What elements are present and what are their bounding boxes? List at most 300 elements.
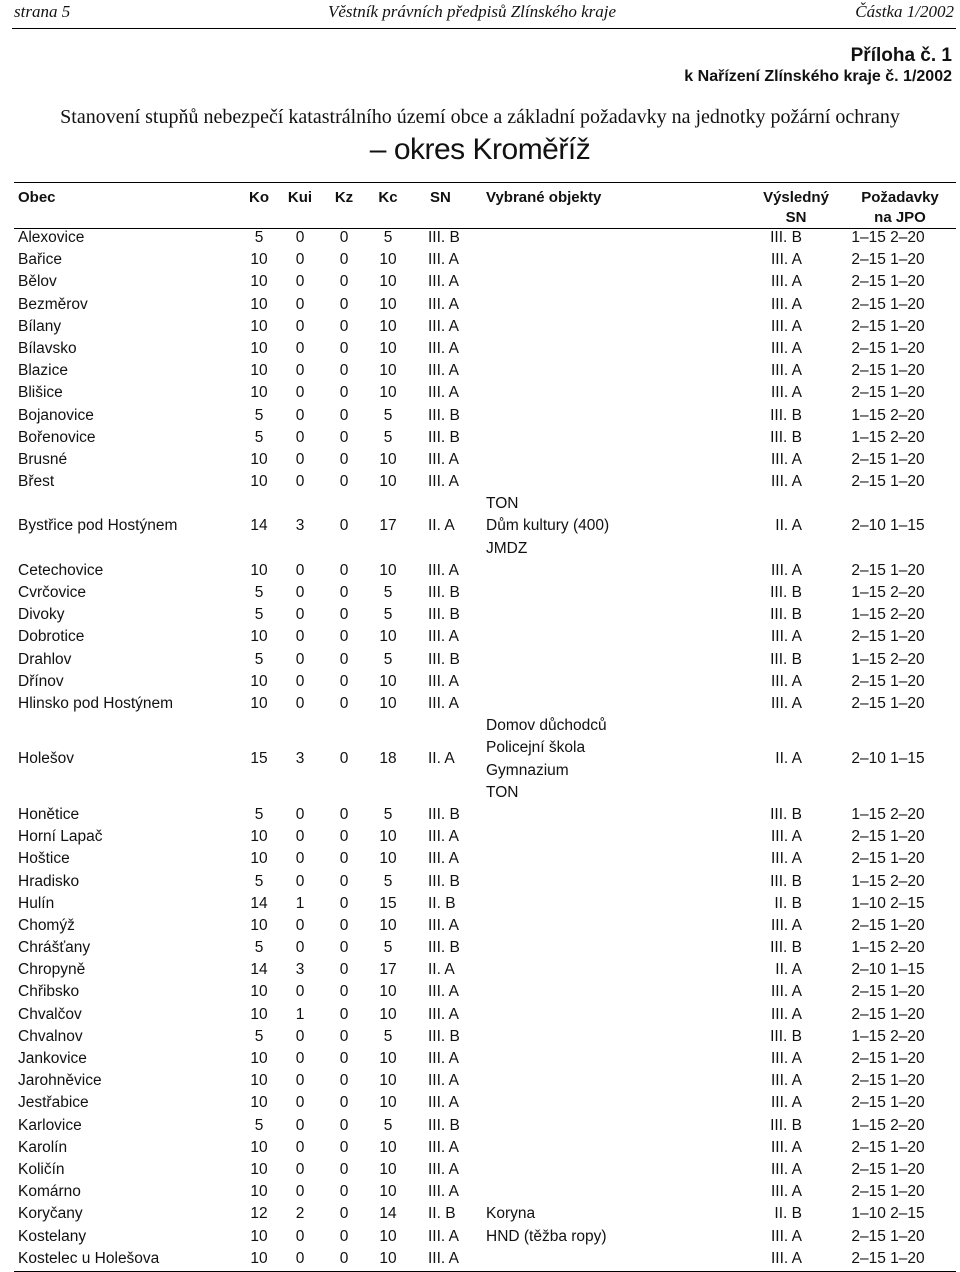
cell-kui: 0 (295, 450, 305, 468)
cell-vysledny-sn: III. A (770, 828, 802, 846)
cell-pozadavky: 2–15 1–20 (851, 339, 925, 357)
annex-number: Příloha č. 1 (850, 45, 952, 66)
cell-kui: 0 (295, 805, 305, 823)
cell-obec: Kostelec u Holešova (18, 1249, 160, 1267)
cell-sn: III. A (428, 983, 460, 1001)
col-header-pozadavky-line2: na JPO (874, 209, 926, 226)
cell-obec: Holešov (18, 750, 74, 768)
cell-vysledny-sn: III. B (770, 872, 802, 890)
cell-kz: 0 (339, 650, 349, 668)
cell-vysledny-sn: III. A (770, 1183, 802, 1201)
col-header-vysledny-line1: Výsledný (763, 189, 829, 206)
table-row (0, 1226, 960, 1248)
cell-vysledny-sn: III. A (770, 1050, 802, 1068)
cell-ko: 15 (250, 750, 268, 768)
table-row (0, 294, 960, 316)
cell-vysledny-sn: III. B (770, 406, 802, 424)
journal-title: Věstník právních předpisů Zlínského kraje (328, 2, 617, 21)
cell-obec: Hradisko (18, 872, 80, 890)
cell-kui: 0 (295, 828, 305, 846)
cell-obec: Jestřabice (18, 1094, 89, 1112)
cell-kui: 0 (295, 406, 305, 424)
cell-obec: Horní Lapač (18, 828, 103, 846)
cell-sn: II. A (428, 517, 455, 535)
cell-obec: Chvalčov (18, 1005, 82, 1023)
cell-sn: III. A (428, 450, 460, 468)
page-number: strana 5 (14, 2, 71, 21)
cell-kc: 5 (383, 584, 393, 602)
cell-kz: 0 (339, 850, 349, 868)
cell-obec: Bojanovice (18, 406, 94, 424)
cell-ko: 10 (250, 317, 268, 335)
cell-kc: 10 (379, 317, 397, 335)
cell-ko: 5 (254, 939, 264, 957)
table-row (0, 1070, 960, 1092)
cell-kui: 0 (295, 1249, 305, 1267)
cell-kz: 0 (339, 1205, 349, 1223)
table-row (0, 604, 960, 626)
cell-ko: 10 (250, 672, 268, 690)
cell-pozadavky: 2–15 1–20 (851, 362, 925, 380)
cell-sn: III. A (428, 1249, 460, 1267)
cell-kz: 0 (339, 473, 349, 491)
table-row (0, 271, 960, 293)
col-header-pozadavky-line1: Požadavky (861, 189, 939, 206)
cell-ko: 10 (250, 362, 268, 380)
header-rule (12, 28, 956, 29)
cell-obec: Drahlov (18, 650, 72, 668)
cell-kui: 0 (295, 584, 305, 602)
col-header-ko: Ko (249, 189, 269, 206)
cell-pozadavky: 1–15 2–20 (851, 650, 925, 668)
issue-number: Částka 1/2002 (855, 2, 954, 21)
cell-ko: 10 (250, 983, 268, 1001)
cell-kc: 10 (379, 362, 397, 380)
cell-vybrane-objekty (486, 1226, 607, 1248)
cell-kc: 17 (379, 517, 397, 535)
cell-obec: Hoštice (18, 850, 70, 868)
cell-vysledny-sn: III. B (770, 428, 802, 446)
cell-kui: 0 (295, 694, 305, 712)
cell-kui: 0 (295, 295, 305, 313)
cell-sn: III. A (428, 628, 460, 646)
cell-kc: 10 (379, 561, 397, 579)
cell-pozadavky: 2–15 1–20 (851, 473, 925, 491)
cell-kui: 0 (295, 1050, 305, 1068)
cell-pozadavky: 1–15 2–20 (851, 939, 925, 957)
cell-obec: Kostelany (18, 1227, 87, 1245)
cell-vysledny-sn: II. B (774, 894, 802, 912)
cell-kc: 10 (379, 1183, 397, 1201)
cell-obec: Chropyně (18, 961, 86, 979)
cell-sn: III. A (428, 1183, 460, 1201)
cell-kz: 0 (339, 1227, 349, 1245)
cell-ko: 12 (250, 1205, 268, 1223)
table-row (0, 360, 960, 382)
cell-vysledny-sn: III. B (770, 650, 802, 668)
col-header-vybrane-objekty: Vybrané objekty (486, 189, 602, 206)
cell-obec: Dobrotice (18, 628, 85, 646)
cell-kz: 0 (339, 872, 349, 890)
cell-kui: 0 (295, 872, 305, 890)
cell-pozadavky: 2–15 1–20 (851, 1227, 925, 1245)
cell-kc: 10 (379, 1227, 397, 1245)
cell-vysledny-sn: III. A (770, 850, 802, 868)
cell-sn: III. B (428, 650, 460, 668)
cell-sn: III. A (428, 362, 460, 380)
cell-sn: III. B (428, 229, 460, 246)
cell-kz: 0 (339, 1072, 349, 1090)
vybrany-objekt: Domov důchodců (486, 717, 607, 735)
cell-obec: Komárno (18, 1183, 81, 1201)
col-header-obec: Obec (18, 189, 56, 206)
cell-vysledny-sn: III. B (770, 584, 802, 602)
cell-kc: 10 (379, 1249, 397, 1267)
cell-vysledny-sn: III. A (770, 1094, 802, 1112)
cell-kz: 0 (339, 805, 349, 823)
cell-sn: III. A (428, 694, 460, 712)
cell-kz: 0 (339, 517, 349, 535)
cell-sn: III. A (428, 473, 460, 491)
cell-pozadavky: 1–15 2–20 (851, 805, 925, 823)
cell-sn: III. A (428, 1160, 460, 1178)
cell-kc: 5 (383, 1027, 393, 1045)
cell-ko: 10 (250, 1183, 268, 1201)
cell-kz: 0 (339, 561, 349, 579)
cell-ko: 5 (254, 805, 264, 823)
cell-kui: 0 (295, 317, 305, 335)
cell-kui: 0 (295, 473, 305, 491)
cell-kc: 10 (379, 450, 397, 468)
cell-kc: 5 (383, 1116, 393, 1134)
table-row (0, 693, 960, 715)
cell-kz: 0 (339, 251, 349, 269)
cell-pozadavky: 1–15 2–20 (851, 872, 925, 890)
cell-kc: 10 (379, 384, 397, 402)
document-title: Stanovení stupňů nebezpečí katastrálního území obce a základní požadavky na jednotky požární ochrany (60, 106, 900, 128)
cell-vysledny-sn: III. A (770, 473, 802, 491)
cell-ko: 10 (250, 1227, 268, 1245)
cell-sn: III. A (428, 561, 460, 579)
table-row (0, 382, 960, 404)
cell-kz: 0 (339, 362, 349, 380)
cell-sn: III. A (428, 1050, 460, 1068)
cell-pozadavky: 1–10 2–15 (851, 1205, 925, 1223)
cell-kui: 0 (295, 939, 305, 957)
cell-kui: 0 (295, 384, 305, 402)
cell-vysledny-sn: III. A (770, 384, 802, 402)
cell-obec: Bílavsko (18, 339, 77, 357)
table-row (0, 1248, 960, 1270)
cell-kui: 0 (295, 561, 305, 579)
cell-obec: Chomýž (18, 916, 75, 934)
cell-obec: Chřibsko (18, 983, 80, 1001)
cell-kz: 0 (339, 428, 349, 446)
cell-kui: 0 (295, 1116, 305, 1134)
cell-obec: Dřínov (18, 672, 64, 690)
cell-ko: 10 (250, 850, 268, 868)
cell-kz: 0 (339, 273, 349, 291)
cell-vysledny-sn: III. A (770, 1138, 802, 1156)
cell-ko: 14 (250, 894, 268, 912)
cell-kz: 0 (339, 894, 349, 912)
cell-sn: III. A (428, 384, 460, 402)
col-header-sn: SN (430, 189, 451, 206)
table-body (0, 227, 960, 1270)
cell-kui: 0 (295, 428, 305, 446)
table-row (0, 1092, 960, 1114)
cell-vysledny-sn: III. B (770, 805, 802, 823)
cell-sn: II. B (428, 1205, 456, 1223)
cell-obec: Bystřice pod Hostýnem (18, 517, 178, 535)
cell-ko: 10 (250, 339, 268, 357)
cell-ko: 10 (250, 916, 268, 934)
cell-ko: 10 (250, 450, 268, 468)
cell-kui: 0 (295, 251, 305, 269)
cell-ko: 10 (250, 694, 268, 712)
table-row (0, 915, 960, 937)
cell-sn: III. A (428, 672, 460, 690)
cell-ko: 10 (250, 384, 268, 402)
cell-kz: 0 (339, 295, 349, 313)
cell-pozadavky: 1–15 2–20 (851, 1027, 925, 1045)
cell-kc: 15 (379, 894, 397, 912)
table-row (0, 405, 960, 427)
cell-obec: Honětice (18, 805, 80, 823)
cell-kz: 0 (339, 961, 349, 979)
table-row (0, 671, 960, 693)
cell-pozadavky: 2–15 1–20 (851, 295, 925, 313)
cell-kz: 0 (339, 939, 349, 957)
cell-obec: Bořenovice (18, 428, 96, 446)
running-header (0, 2, 960, 26)
cell-ko: 10 (250, 628, 268, 646)
table-row (0, 471, 960, 493)
cell-kui: 0 (295, 273, 305, 291)
cell-sn: III. B (428, 872, 460, 890)
cell-kz: 0 (339, 229, 349, 246)
cell-vysledny-sn: III. A (770, 273, 802, 291)
cell-sn: III. B (428, 584, 460, 602)
cell-vysledny-sn: III. A (770, 916, 802, 934)
cell-ko: 10 (250, 295, 268, 313)
cell-obec: Jankovice (18, 1050, 87, 1068)
cell-vysledny-sn: II. B (774, 1205, 802, 1223)
cell-ko: 10 (250, 1160, 268, 1178)
cell-kc: 5 (383, 805, 393, 823)
cell-vysledny-sn: III. B (770, 939, 802, 957)
cell-vysledny-sn: III. A (770, 339, 802, 357)
cell-sn: III. B (428, 606, 460, 624)
cell-kz: 0 (339, 828, 349, 846)
cell-kz: 0 (339, 694, 349, 712)
cell-sn: III. A (428, 317, 460, 335)
cell-kz: 0 (339, 1027, 349, 1045)
cell-vybrane-objekty (486, 715, 607, 804)
cell-kz: 0 (339, 1160, 349, 1178)
cell-obec: Jarohněvice (18, 1072, 102, 1090)
table-row (0, 249, 960, 271)
cell-ko: 10 (250, 1050, 268, 1068)
cell-ko: 5 (254, 428, 264, 446)
cell-kui: 2 (295, 1205, 305, 1223)
cell-kc: 10 (379, 672, 397, 690)
cell-ko: 5 (254, 872, 264, 890)
cell-pozadavky: 2–15 1–20 (851, 672, 925, 690)
cell-obec: Chvalnov (18, 1027, 83, 1045)
cell-obec: Alexovice (18, 229, 85, 246)
cell-kui: 0 (295, 850, 305, 868)
cell-kc: 10 (379, 251, 397, 269)
table-row (0, 1026, 960, 1048)
table-row (0, 1203, 960, 1225)
cell-vysledny-sn: III. A (770, 1072, 802, 1090)
cell-obec: Karolín (18, 1138, 68, 1156)
cell-kc: 18 (379, 750, 397, 768)
cell-ko: 5 (254, 606, 264, 624)
cell-vysledny-sn: II. A (775, 961, 802, 979)
cell-kui: 1 (295, 894, 305, 912)
cell-obec: Brusné (18, 450, 68, 468)
cell-kui: 0 (295, 339, 305, 357)
cell-kz: 0 (339, 584, 349, 602)
cell-kz: 0 (339, 1116, 349, 1134)
table-row (0, 804, 960, 826)
table-row (0, 582, 960, 604)
annex-label (684, 44, 952, 87)
cell-kui: 0 (295, 1094, 305, 1112)
table-row (0, 1159, 960, 1181)
cell-kz: 0 (339, 1050, 349, 1068)
cell-kui: 0 (295, 606, 305, 624)
cell-kui: 0 (295, 628, 305, 646)
cell-kui: 0 (295, 1160, 305, 1178)
vybrany-objekt: Dům kultury (400) (486, 517, 610, 535)
cell-kui: 0 (295, 229, 305, 246)
cell-kc: 14 (379, 1205, 397, 1223)
cell-kc: 10 (379, 1050, 397, 1068)
table-row (0, 1004, 960, 1026)
cell-obec: Blišice (18, 384, 63, 402)
cell-vybrane-objekty (486, 1203, 535, 1225)
cell-sn: II. A (428, 750, 455, 768)
cell-obec: Bezměrov (18, 295, 88, 313)
cell-pozadavky: 1–10 2–15 (851, 894, 925, 912)
cell-kc: 5 (383, 872, 393, 890)
cell-kz: 0 (339, 672, 349, 690)
col-header-kc: Kc (378, 189, 398, 206)
cell-kc: 10 (379, 339, 397, 357)
cell-vysledny-sn: III. A (770, 317, 802, 335)
cell-kui: 0 (295, 1227, 305, 1245)
cell-kui: 0 (295, 1183, 305, 1201)
cell-ko: 5 (254, 584, 264, 602)
cell-obec: Chrášťany (18, 939, 91, 957)
cell-kz: 0 (339, 1094, 349, 1112)
cell-sn: III. A (428, 339, 460, 357)
cell-sn: III. A (428, 1138, 460, 1156)
cell-ko: 10 (250, 473, 268, 491)
cell-kc: 10 (379, 694, 397, 712)
cell-obec: Količín (18, 1160, 65, 1178)
cell-kui: 1 (295, 1005, 305, 1023)
col-header-vysledny-line2: SN (785, 209, 807, 226)
cell-sn: III. B (428, 406, 460, 424)
cell-pozadavky: 2–15 1–20 (851, 561, 925, 579)
cell-obec: Hlinsko pod Hostýnem (18, 694, 174, 712)
cell-vysledny-sn: III. A (770, 1249, 802, 1267)
cell-pozadavky: 2–15 1–20 (851, 850, 925, 868)
cell-kz: 0 (339, 450, 349, 468)
cell-ko: 10 (250, 251, 268, 269)
cell-sn: III. B (428, 805, 460, 823)
cell-obec: Cetechovice (18, 561, 104, 579)
cell-pozadavky: 2–15 1–20 (851, 273, 925, 291)
cell-kui: 0 (295, 672, 305, 690)
table-row (0, 1137, 960, 1159)
cell-vysledny-sn: III. A (770, 672, 802, 690)
col-header-pozadavky (850, 188, 950, 228)
cell-kc: 10 (379, 1072, 397, 1090)
table-row (0, 316, 960, 338)
cell-sn: III. A (428, 273, 460, 291)
cell-pozadavky: 2–15 1–20 (851, 1050, 925, 1068)
document-subtitle: – okres Kroměříž (369, 133, 591, 166)
cell-kc: 10 (379, 1005, 397, 1023)
cell-sn: III. A (428, 295, 460, 313)
cell-kc: 10 (379, 1138, 397, 1156)
cell-kc: 10 (379, 1160, 397, 1178)
cell-sn: III. A (428, 1227, 460, 1245)
cell-sn: III. B (428, 428, 460, 446)
cell-kz: 0 (339, 1138, 349, 1156)
cell-kc: 10 (379, 828, 397, 846)
cell-kui: 0 (295, 916, 305, 934)
cell-obec: Bařice (18, 251, 62, 269)
vybrany-objekt: JMDZ (486, 539, 528, 557)
cell-kui: 3 (295, 517, 305, 535)
cell-kc: 17 (379, 961, 397, 979)
table-row (0, 449, 960, 471)
table-row (0, 959, 960, 981)
cell-kc: 10 (379, 473, 397, 491)
cell-kc: 10 (379, 983, 397, 1001)
cell-kc: 5 (383, 428, 393, 446)
cell-ko: 10 (250, 1138, 268, 1156)
cell-pozadavky: 2–15 1–20 (851, 1138, 925, 1156)
cell-vysledny-sn: III. A (770, 295, 802, 313)
cell-kc: 5 (383, 939, 393, 957)
cell-kui: 0 (295, 983, 305, 1001)
cell-sn: III. A (428, 1005, 460, 1023)
col-header-kui: Kui (287, 189, 313, 206)
cell-pozadavky: 2–15 1–20 (851, 828, 925, 846)
table-header (14, 182, 956, 229)
cell-kz: 0 (339, 606, 349, 624)
cell-pozadavky: 1–15 2–20 (851, 428, 925, 446)
table-row (0, 871, 960, 893)
cell-obec: Cvrčovice (18, 584, 87, 602)
cell-kc: 10 (379, 1094, 397, 1112)
cell-pozadavky: 2–10 1–15 (851, 750, 925, 768)
cell-kz: 0 (339, 317, 349, 335)
cell-sn: III. A (428, 1072, 460, 1090)
cell-ko: 5 (254, 650, 264, 668)
cell-pozadavky: 2–10 1–15 (851, 517, 925, 535)
cell-pozadavky: 1–15 2–20 (851, 584, 925, 602)
table-row (0, 1115, 960, 1137)
cell-kui: 0 (295, 362, 305, 380)
